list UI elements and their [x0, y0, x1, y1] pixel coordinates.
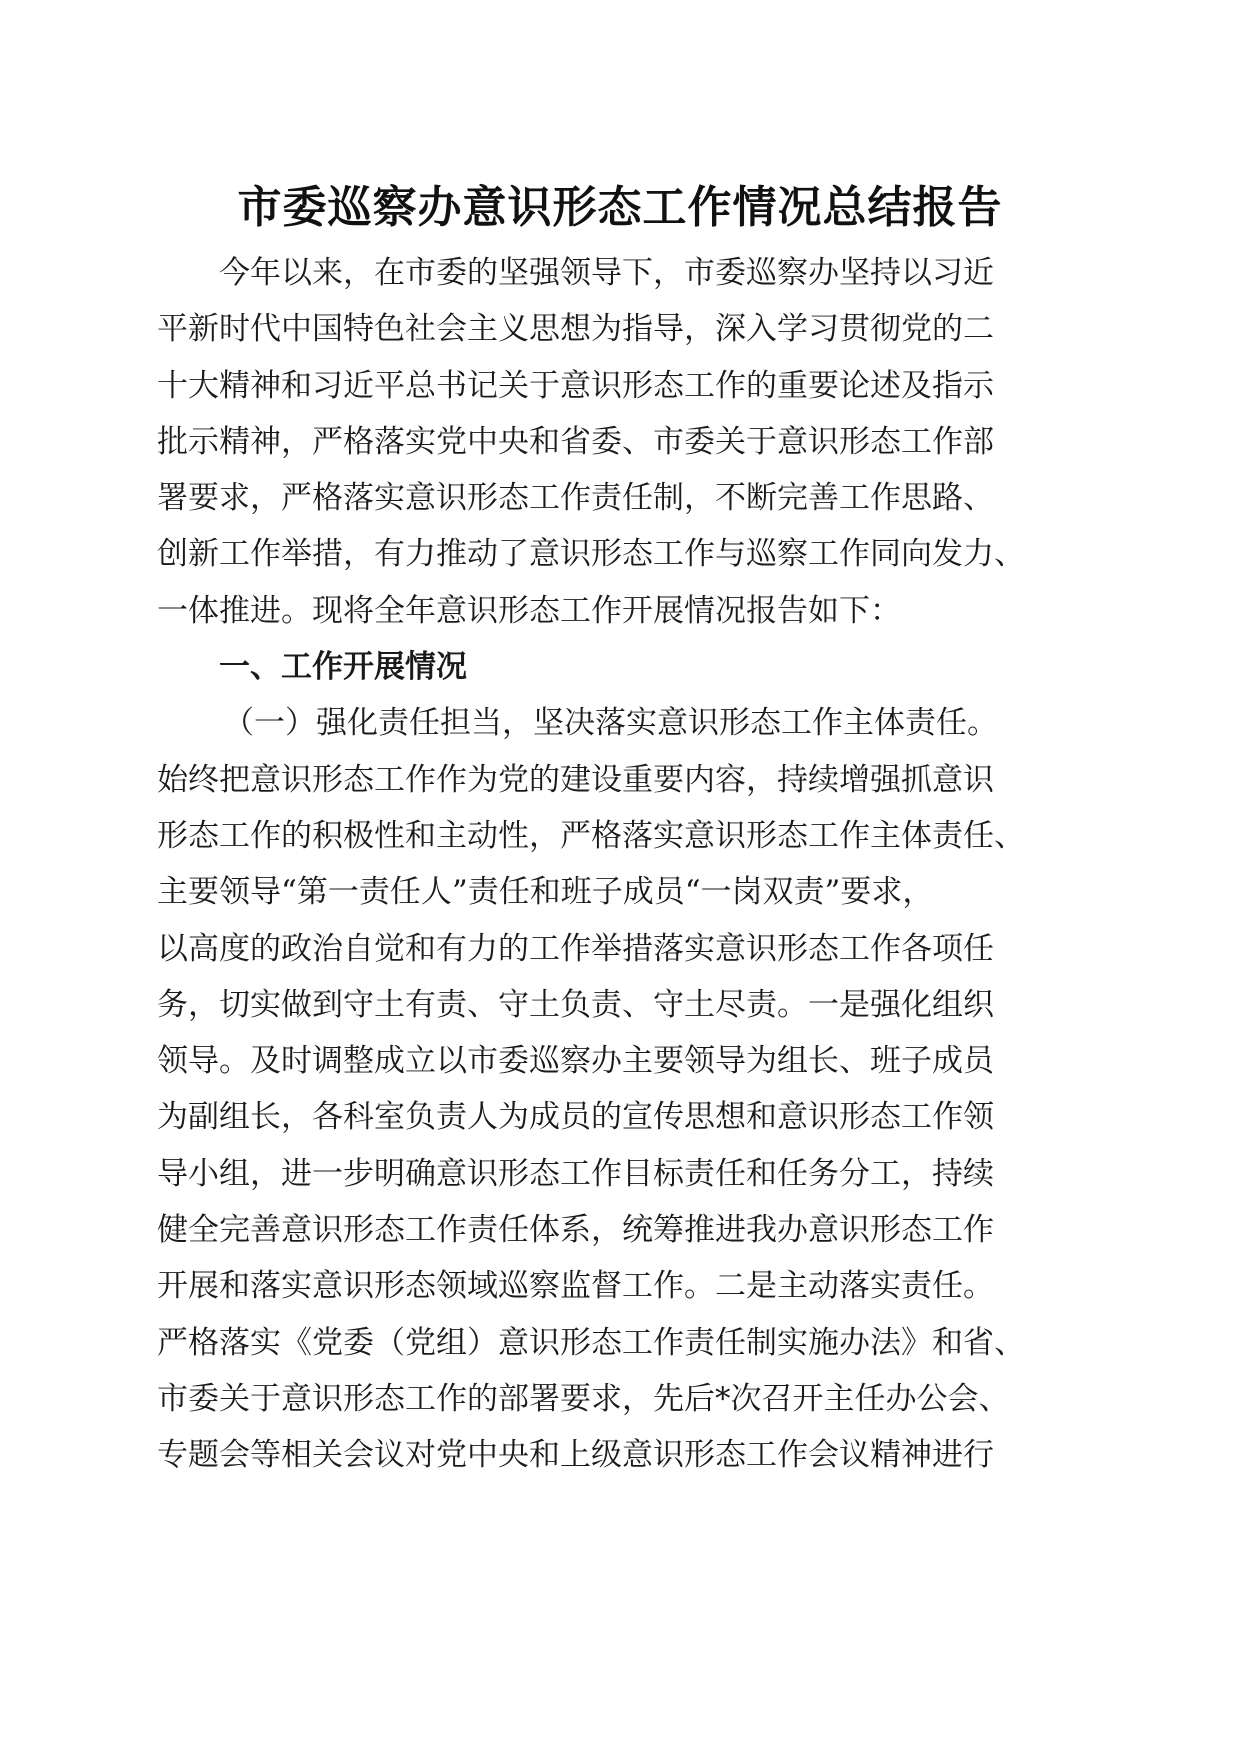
- paragraph-line: 严格落实《党委（党组）意识形态工作责任制实施办法》和省、: [157, 1324, 1025, 1361]
- paragraph-line: 今年以来，在市委的坚强领导下，市委巡察办坚持以习近: [219, 255, 994, 291]
- paragraph-line: 批示精神，严格落实党中央和省委、市委关于意识形态工作部: [157, 423, 994, 460]
- paragraph-line: 领导。及时调整成立以市委巡察办主要领导为组长、班子成员: [157, 1043, 994, 1080]
- paragraph-line: 十大精神和习近平总书记关于意识形态工作的重要论述及指示: [157, 367, 994, 404]
- paragraph-line: 以高度的政治自觉和有力的工作举措落实意识形态工作各项任: [157, 930, 994, 967]
- document-title: 市委巡察办意识形态工作情况总结报告: [237, 182, 1003, 233]
- paragraph-line: 主要领导“第一责任人”责任和班子成员“一岗双责”要求，: [157, 874, 934, 911]
- paragraph-line: 平新时代中国特色社会主义思想为指导，深入学习贯彻党的二: [157, 311, 994, 348]
- paragraph-line: 专题会等相关会议对党中央和上级意识形态工作会议精神进行: [157, 1437, 994, 1474]
- paragraph-line: 形态工作的积极性和主动性，严格落实意识形态工作主体责任、: [157, 817, 1025, 854]
- paragraph-line: 为副组长，各科室负责人为成员的宣传思想和意识形态工作领: [157, 1099, 994, 1136]
- paragraph-line: 一体推进。现将全年意识形态工作开展情况报告如下：: [157, 592, 901, 629]
- paragraph-line: 开展和落实意识形态领域巡察监督工作。二是主动落实责任。: [157, 1268, 994, 1305]
- paragraph-line: 健全完善意识形态工作责任体系，统筹推进我办意识形态工作: [157, 1212, 994, 1249]
- paragraph-line: 务，切实做到守土有责、守土负责、守土尽责。一是强化组织: [157, 986, 994, 1023]
- paragraph-line: 署要求，严格落实意识形态工作责任制，不断完善工作思路、: [157, 480, 994, 517]
- section-heading: 一、工作开展情况: [219, 649, 467, 686]
- paragraph-line: 市委关于意识形态工作的部署要求，先后*次召开主任办公会、: [157, 1380, 1010, 1417]
- subsection-heading: （一）强化责任担当，坚决落实意识形态工作主体责任。: [223, 705, 998, 742]
- paragraph-line: 始终把意识形态工作作为党的建设重要内容，持续增强抓意识: [157, 761, 994, 798]
- paragraph-line: 创新工作举措，有力推动了意识形态工作与巡察工作同向发力、: [157, 536, 1025, 573]
- paragraph-line: 导小组，进一步明确意识形态工作目标责任和任务分工，持续: [157, 1155, 994, 1192]
- document-body: [157, 245, 1087, 1484]
